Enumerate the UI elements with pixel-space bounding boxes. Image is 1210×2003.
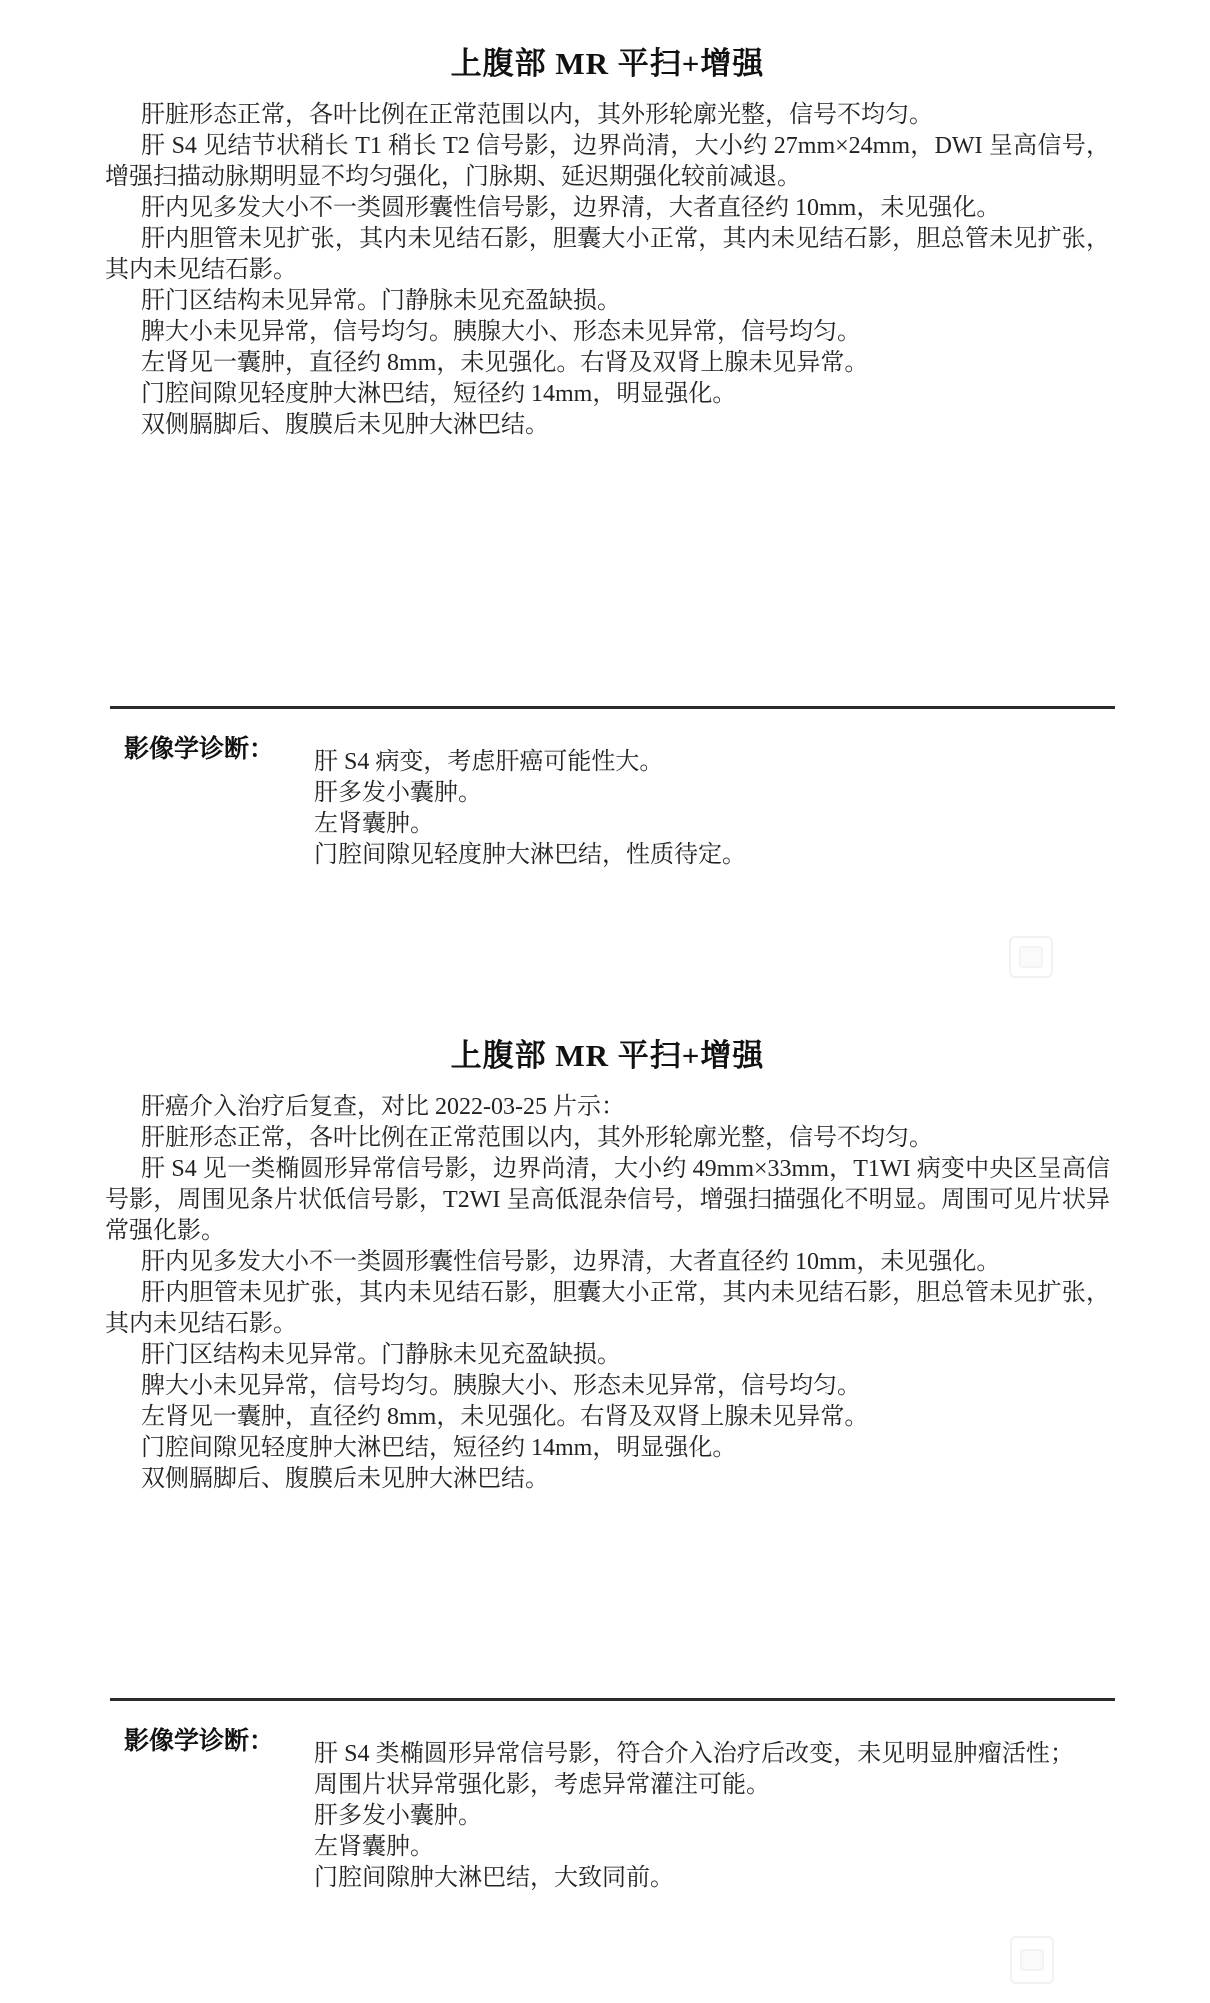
finding-paragraph: 肝内见多发大小不一类圆形囊性信号影，边界清，大者直径约 10mm，未见强化。 <box>141 195 1001 221</box>
finding-paragraph: 双侧膈脚后、腹膜后未见肿大淋巴结。 <box>141 412 549 438</box>
report-1-findings <box>105 100 1110 441</box>
finding-paragraph: 左肾见一囊肿，直径约 8mm，未见强化。右肾及双肾上腺未见异常。 <box>141 1404 869 1430</box>
finding-paragraph: 肝内见多发大小不一类圆形囊性信号影，边界清，大者直径约 10mm，未见强化。 <box>141 1249 1001 1275</box>
report-2-diagnosis-section <box>110 1698 1115 1938</box>
diagnosis-item: 肝多发小囊肿。 <box>314 1803 482 1829</box>
diagnosis-item: 左肾囊肿。 <box>314 1834 434 1860</box>
seal-watermark <box>1010 1936 1054 1984</box>
finding-paragraph: 肝癌介入治疗后复查，对比 2022-03-25 片示： <box>141 1094 625 1120</box>
finding-paragraph: 双侧膈脚后、腹膜后未见肿大淋巴结。 <box>141 1466 549 1492</box>
finding-paragraph: 左肾见一囊肿，直径约 8mm，未见强化。右肾及双肾上腺未见异常。 <box>141 350 869 376</box>
finding-paragraph: 肝 S4 见一类椭圆形异常信号影，边界尚清，大小约 49mm×33mm，T1WI 病变中央区呈高信号影，周围见条片状低信号影，T2WI 呈高低混杂信号，增强扫描强化不明显。周围可见片状异常强化影。 <box>105 1156 1110 1244</box>
diagnosis-label: 影像学诊断： <box>124 1727 275 1755</box>
finding-paragraph: 肝门区结构未见异常。门静脉未见充盈缺损。 <box>141 288 621 314</box>
seal-watermark-inner <box>1019 946 1043 968</box>
report-2-title: 上腹部 MR 平扫+增强 <box>450 1038 765 1073</box>
seal-watermark <box>1009 936 1053 978</box>
finding-paragraph: 门腔间隙见轻度肿大淋巴结，短径约 14mm，明显强化。 <box>141 1435 737 1461</box>
finding-paragraph: 肝 S4 见结节状稍长 T1 稍长 T2 信号影，边界尚清，大小约 27mm×24mm，DWI 呈高信号，增强扫描动脉期明显不均匀强化，门脉期、延迟期强化较前减退。 <box>105 133 1110 190</box>
diagnosis-item: 门腔间隙见轻度肿大淋巴结，性质待定。 <box>314 842 746 868</box>
report-2-findings <box>105 1092 1110 1495</box>
finding-paragraph: 肝脏形态正常，各叶比例在正常范围以内，其外形轮廓光整，信号不均匀。 <box>141 102 933 128</box>
diagnosis-item: 肝 S4 类椭圆形异常信号影，符合介入治疗后改变，未见明显肿瘤活性；周围片状异常强化影，考虑异常灌注可能。 <box>314 1741 1074 1798</box>
diagnosis-item: 肝 S4 病变，考虑肝癌可能性大。 <box>314 749 664 775</box>
finding-paragraph: 肝内胆管未见扩张，其内未见结石影，胆囊大小正常，其内未见结石影，胆总管未见扩张，其内未见结石影。 <box>105 226 1110 283</box>
diagnosis-item: 左肾囊肿。 <box>314 811 434 837</box>
finding-paragraph: 脾大小未见异常，信号均匀。胰腺大小、形态未见异常，信号均匀。 <box>141 319 861 345</box>
diagnosis-label: 影像学诊断： <box>124 735 275 763</box>
finding-paragraph: 脾大小未见异常，信号均匀。胰腺大小、形态未见异常，信号均匀。 <box>141 1373 861 1399</box>
report-1-title: 上腹部 MR 平扫+增强 <box>450 46 765 81</box>
finding-paragraph: 门腔间隙见轻度肿大淋巴结，短径约 14mm，明显强化。 <box>141 381 737 407</box>
finding-paragraph: 肝脏形态正常，各叶比例在正常范围以内，其外形轮廓光整，信号不均匀。 <box>141 1125 933 1151</box>
diagnosis-item: 门腔间隙肿大淋巴结，大致同前。 <box>314 1865 674 1891</box>
diagnosis-item: 肝多发小囊肿。 <box>314 780 482 806</box>
report-1-diagnosis-list <box>314 747 1074 871</box>
finding-paragraph: 肝门区结构未见异常。门静脉未见充盈缺损。 <box>141 1342 621 1368</box>
report-2-diagnosis-list <box>314 1739 1074 1894</box>
seal-watermark-inner <box>1020 1949 1044 1971</box>
finding-paragraph: 肝内胆管未见扩张，其内未见结石影，胆囊大小正常，其内未见结石影，胆总管未见扩张，其内未见结石影。 <box>105 1280 1110 1337</box>
report-1-diagnosis-section <box>110 706 1115 998</box>
